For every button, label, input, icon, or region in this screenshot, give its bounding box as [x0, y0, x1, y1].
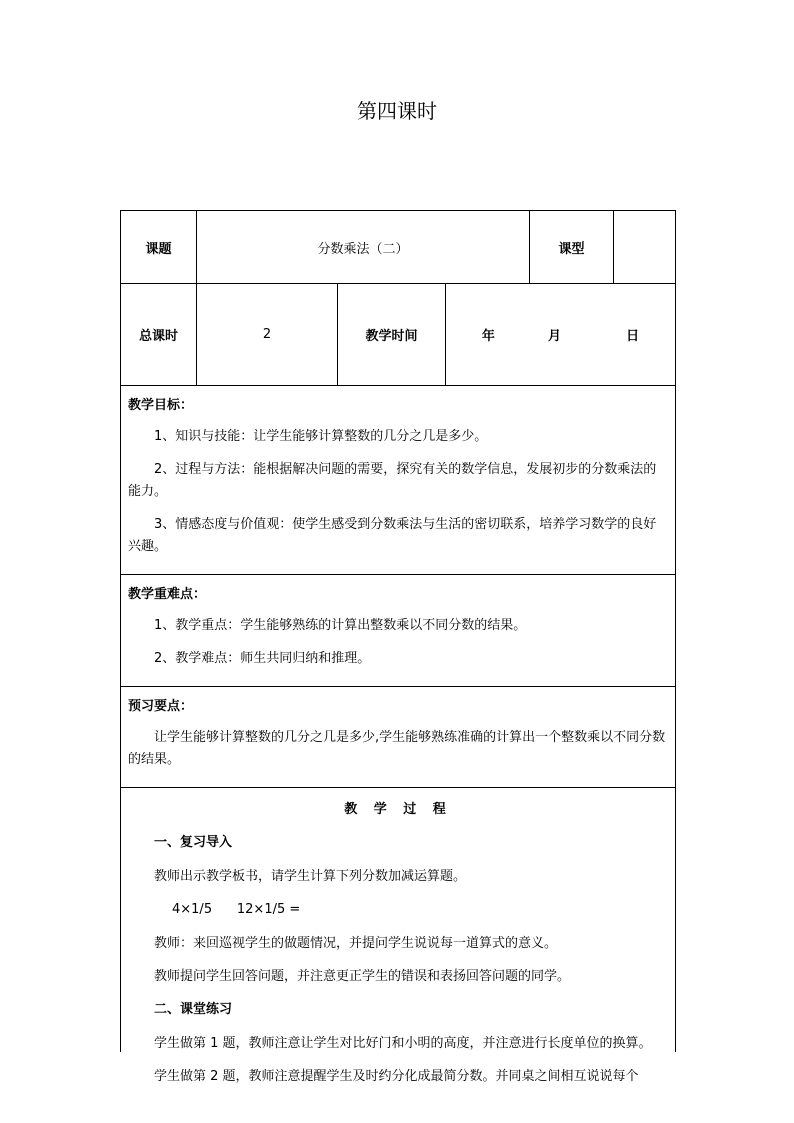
date-year: 年: [481, 329, 495, 344]
total-hours-label: 总课时: [121, 284, 197, 386]
lesson-type-value: [614, 211, 676, 284]
row-process: [121, 788, 676, 1053]
process-block: [121, 788, 676, 1084]
preview-text: 让学生能够计算整数的几分之几是多少,学生能够熟练准确的计算出一个整数乘以不同分数的结果。: [128, 730, 666, 767]
row-preview: [121, 687, 676, 788]
key-point-item: 1、教学重点：学生能够熟练的计算出整数乘以不同分数的结果。: [154, 618, 527, 633]
process-title: 教 学 过 程: [344, 802, 452, 817]
teaching-time-label: 教学时间: [338, 284, 446, 386]
process-paragraph: 教师提问学生回答问题，并注意更正学生的错误和表扬回答问题的同学。: [154, 969, 571, 984]
process-paragraph: 学生做第 1 题，教师注意让学生对比好门和小明的高度，并注意进行长度单位的换算。: [154, 1036, 652, 1051]
section-practice-heading: 二、课堂练习: [154, 1002, 233, 1017]
row-topic: [121, 211, 676, 284]
total-hours-value: 2: [197, 284, 338, 386]
preview-heading: 预习要点：: [128, 699, 194, 714]
objectives-block: [121, 386, 676, 575]
page-title: 第四课时: [357, 99, 437, 123]
date-day: 日: [626, 329, 640, 344]
objectives-heading: 教学目标：: [128, 398, 194, 413]
topic-value: 分数乘法（二）: [197, 211, 530, 284]
objective-item: 1、知识与技能：让学生能够计算整数的几分之几是多少。: [154, 429, 488, 444]
topic-label: 课题: [121, 211, 197, 284]
formula-b: 12×1/5 =: [236, 902, 301, 917]
preview-block: [121, 687, 676, 788]
objective-item: 2、过程与方法：能根据解决问题的需要，探究有关的数学信息，发展初步的分数乘法的能力。: [128, 462, 657, 499]
lesson-type-label: 课型: [530, 211, 614, 284]
process-paragraph: 学生做第 2 题，教师注意提醒学生及时约分化成最简分数。并同桌之间相互说说每个: [154, 1069, 639, 1084]
row-key-points: [121, 575, 676, 687]
row-hours: [121, 284, 676, 386]
formula-a: 4×1/5: [172, 902, 213, 917]
teaching-date: [446, 284, 676, 386]
formula-line: [128, 899, 668, 921]
section-review-heading: 一、复习导入: [154, 835, 233, 850]
lesson-plan-table: [120, 210, 676, 1084]
row-objectives: [121, 386, 676, 575]
date-month: 月: [547, 329, 561, 344]
key-points-heading: 教学重难点：: [128, 587, 207, 602]
key-point-item: 2、教学难点：师生共同归纳和推理。: [154, 651, 371, 666]
objective-item: 3、情感态度与价值观：使学生感受到分数乘法与生活的密切联系，培养学习数学的良好兴趣。: [128, 517, 657, 554]
process-paragraph: 教师：来回巡视学生的做题情况，并提问学生说说每一道算式的意义。: [154, 936, 558, 951]
process-paragraph: 教师出示教学板书，请学生计算下列分数加减运算题。: [154, 869, 467, 884]
key-points-block: [121, 575, 676, 687]
